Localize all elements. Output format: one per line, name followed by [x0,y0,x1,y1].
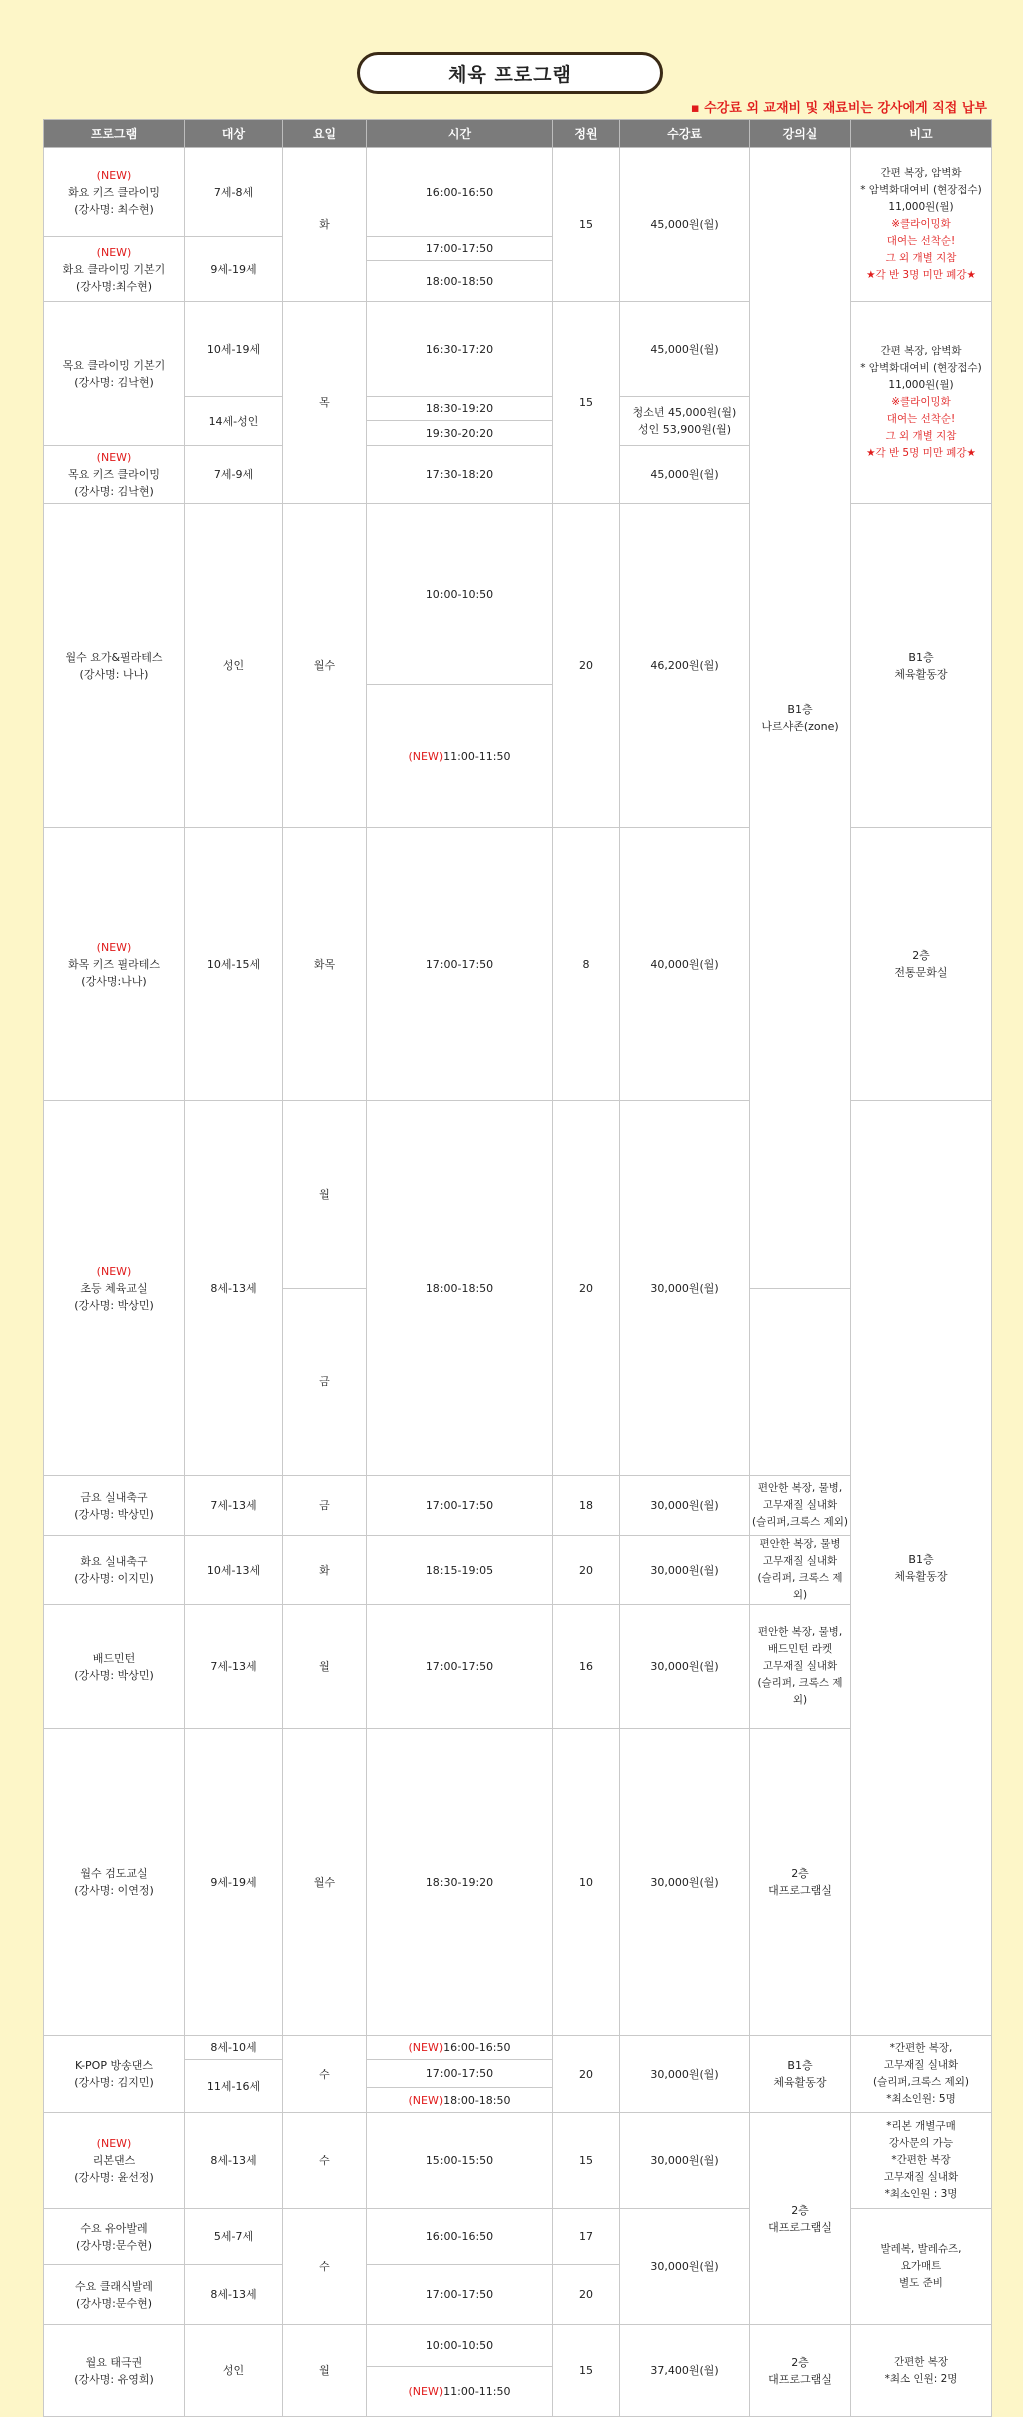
room-cell: B1층 나르샤존(zone) [750,148,851,1289]
new-badge: (NEW) [96,245,132,259]
day-cell: 수 [283,2113,367,2209]
time-cell [367,2036,553,2060]
program-cell: 월요 태극권 (강사명: 유영희) [44,2325,185,2417]
fee-cell: 30,000원(월) [620,1729,750,2036]
target-cell: 9세-19세 [185,237,283,302]
fee-cell: 40,000원(월) [620,828,750,1101]
target-cell: 5세-7세 [185,2209,283,2265]
fee-cell: 46,200원(월) [620,504,750,828]
time-cell: 10:00-10:50 [367,504,553,685]
capacity-cell: 16 [553,1605,620,1729]
capacity-cell: 18 [553,1476,620,1536]
room-cell: 2층 전통문화실 [851,828,992,1101]
room-cell: 2층 대프로그램실 [750,2113,851,2325]
program-name: 초등 체육교실 (강사명: 박상민) [74,1281,154,1312]
program-cell: 수요 유아발레 (강사명:문수현) [44,2209,185,2265]
time-cell: 17:00-17:50 [367,1476,553,1536]
time-cell: 17:30-18:20 [367,446,553,504]
new-badge: (NEW) [408,2041,444,2054]
fee-cell: 45,000원(월) [620,148,750,302]
program-cell [44,2113,185,2209]
program-cell: 목요 클라이밍 기본기 (강사명: 김낙현) [44,302,185,446]
fee-cell: 30,000원(월) [620,1476,750,1536]
table-row [44,148,992,236]
program-cell: 배드민턴 (강사명: 박상민) [44,1605,185,1729]
target-cell: 9세-19세 [185,1729,283,2036]
time-cell: 17:00-17:50 [367,2265,553,2325]
capacity-cell: 20 [553,2036,620,2113]
time-text: 16:00-16:50 [443,2041,511,2054]
program-name: 화목 키즈 필라테스 (강사명:나나) [67,957,160,988]
header-note: 비고 [851,120,992,148]
new-badge: (NEW) [408,2093,444,2107]
day-cell: 목 [283,302,367,504]
time-text: 18:00-18:50 [443,2093,511,2107]
time-cell: 19:30-20:20 [367,421,553,446]
day-cell: 월 [283,2325,367,2417]
capacity-cell: 20 [553,2265,620,2325]
target-cell: 8세-10세 [185,2036,283,2060]
fee-cell: 30,000원(월) [620,1536,750,1605]
new-badge: (NEW) [96,168,132,182]
day-cell: 수 [283,2036,367,2113]
day-cell: 월 [283,1605,367,1729]
note-cell: *리본 개별구매 강사문의 가능 *간편한 복장 고무재질 실내화 *최소인원 : 3명 [851,2113,992,2209]
note-text: 간편 복장, 암벽화 * 암벽화대여비 (현장접수) 11,000원(월) [860,345,982,391]
target-cell: 8세-13세 [185,2265,283,2325]
program-cell [44,828,185,1101]
header-day: 요일 [283,120,367,148]
time-cell: 17:00-17:50 [367,1605,553,1729]
program-name: 화요 키즈 클라이밍 (강사명: 최수현) [67,185,160,216]
time-text: 11:00-11:50 [443,749,511,763]
day-cell: 화 [283,148,367,302]
capacity-cell: 15 [553,2325,620,2417]
target-cell: 11세-16세 [185,2060,283,2113]
capacity-cell: 15 [553,302,620,504]
new-badge: (NEW) [408,749,444,763]
program-schedule-table [43,119,992,2417]
program-cell: 월수 검도교실 (강사명: 이연정) [44,1729,185,2036]
header-time: 시간 [367,120,553,148]
time-cell: 16:30-17:20 [367,302,553,397]
time-cell: 17:00-17:50 [367,237,553,261]
capacity-cell: 8 [553,828,620,1101]
note-text: 간편 복장, 암벽화 * 암벽화대여비 (현장접수) 11,000원(월) [860,167,982,213]
room-cell: B1층 체육활동장 [851,504,992,828]
room-cell: 2층 대프로그램실 [750,1729,851,2036]
program-cell: K-POP 방송댄스 (강사명: 김지민) [44,2036,185,2113]
fee-cell: 30,000원(월) [620,1101,750,1476]
day-cell: 월 [283,1101,367,1289]
table-row [44,1536,992,1605]
room-cell: 2층 대프로그램실 [750,2325,851,2417]
header-capacity: 정원 [553,120,620,148]
target-cell: 성인 [185,504,283,828]
target-cell: 8세-13세 [185,1101,283,1476]
table-row [44,1476,992,1536]
time-cell: 16:00-16:50 [367,148,553,237]
program-cell: 월수 요가&필라테스 (강사명: 나나) [44,504,185,828]
capacity-cell: 15 [553,148,620,302]
capacity-cell: 17 [553,2209,620,2265]
capacity-cell: 20 [553,1536,620,1605]
fee-cell: 30,000원(월) [620,2209,750,2325]
note-cell: 편안한 복장, 물병, 배드민턴 라켓 고무재질 실내화 (슬리퍼, 크록스 제외) [750,1605,851,1729]
target-cell: 8세-13세 [185,2113,283,2209]
target-cell: 10세-13세 [185,1536,283,1605]
time-cell: 18:00-18:50 [367,1101,553,1476]
time-cell: 10:00-10:50 [367,2325,553,2367]
day-cell: 화목 [283,828,367,1101]
fee-cell: 45,000원(월) [620,302,750,397]
new-badge: (NEW) [96,2137,132,2150]
program-name: 목요 키즈 클라이밍 (강사명: 김낙현) [67,468,160,498]
note-cell: *간편한 복장, 고무재질 실내화 (슬리퍼,크록스 제외) *최소인원: 5명 [851,2036,992,2113]
note-cell [851,302,992,504]
target-cell: 10세-15세 [185,828,283,1101]
table-row [44,1605,992,1729]
capacity-cell: 20 [553,504,620,828]
time-cell: 17:00-17:50 [367,828,553,1101]
new-badge: (NEW) [408,2385,444,2398]
table-row [44,2113,992,2209]
new-badge: (NEW) [96,451,132,464]
day-cell: 월수 [283,1729,367,2036]
program-name: 리본댄스 (강사명: 윤선정) [74,2154,154,2184]
page-title: 체육 프로그램 [357,52,663,94]
program-name: 화요 클라이밍 기본기 (강사명:최수현) [62,262,166,293]
time-cell: 15:00-15:50 [367,2113,553,2209]
target-cell: 7세-13세 [185,1605,283,1729]
fee-cell: 45,000원(월) [620,446,750,504]
target-cell: 10세-19세 [185,302,283,397]
day-cell: 월수 [283,504,367,828]
time-cell [367,685,553,828]
program-cell: 금요 실내축구 (강사명: 박상민) [44,1476,185,1536]
target-cell: 7세-8세 [185,148,283,237]
note-warning: ※클라이밍화 대여는 선착순! 그 외 개별 지참 ★각 반 5명 미만 폐강★ [866,396,976,459]
time-cell: 18:30-19:20 [367,397,553,421]
header-fee: 수강료 [620,120,750,148]
time-cell: 18:15-19:05 [367,1536,553,1605]
capacity-cell: 15 [553,2113,620,2209]
fee-cell: 청소년 45,000원(월) 성인 53,900원(월) [620,397,750,446]
time-cell [367,2367,553,2417]
program-cell [44,1101,185,1476]
day-cell: 수 [283,2209,367,2325]
new-badge: (NEW) [96,940,132,954]
fee-cell: 37,400원(월) [620,2325,750,2417]
program-cell [44,237,185,302]
table-header-row [44,120,992,148]
fee-notice: ▪ 수강료 외 교재비 및 재료비는 강사에게 직접 납부 [690,101,987,116]
table-row [44,2325,992,2367]
room-cell: B1층 체육활동장 [750,2036,851,2113]
table-row [44,1729,992,2036]
table-row [44,2036,992,2060]
time-cell: 18:30-19:20 [367,1729,553,2036]
header-program: 프로그램 [44,120,185,148]
time-cell: 16:00-16:50 [367,2209,553,2265]
time-cell [367,2088,553,2113]
note-cell: 간편한 복장 *최소 인원: 2명 [851,2325,992,2417]
fee-cell: 30,000원(월) [620,1605,750,1729]
room-cell: B1층 체육활동장 [851,1101,992,2036]
time-cell: 17:00-17:50 [367,2060,553,2088]
target-cell: 14세-성인 [185,397,283,446]
note-cell: 발레복, 발레슈즈, 요가매트 별도 준비 [851,2209,992,2325]
program-cell [44,446,185,504]
capacity-cell: 10 [553,1729,620,2036]
target-cell: 성인 [185,2325,283,2417]
target-cell: 7세-13세 [185,1476,283,1536]
note-warning: ※클라이밍화 대여는 선착순! 그 외 개별 지참 ★각 반 3명 미만 폐강★ [866,218,976,281]
note-cell: 편안한 복장, 물병, 고무재질 실내화 (슬리퍼,크록스 제외) [750,1476,851,1536]
header-room: 강의실 [750,120,851,148]
day-cell: 금 [283,1476,367,1536]
target-cell: 7세-9세 [185,446,283,504]
day-cell: 금 [283,1288,367,1476]
time-text: 11:00-11:50 [443,2385,511,2398]
note-cell [851,148,992,302]
time-cell: 18:00-18:50 [367,261,553,302]
fee-cell: 30,000원(월) [620,2113,750,2209]
program-cell [44,148,185,237]
program-cell: 화요 실내축구 (강사명: 이지민) [44,1536,185,1605]
program-cell: 수요 클래식발레 (강사명:문수현) [44,2265,185,2325]
fee-cell: 30,000원(월) [620,2036,750,2113]
capacity-cell: 20 [553,1101,620,1476]
day-cell: 화 [283,1536,367,1605]
note-cell: 편안한 복장, 물병 고무재질 실내화 (슬리퍼, 크록스 제외) [750,1536,851,1605]
header-target: 대상 [185,120,283,148]
new-badge: (NEW) [96,1264,132,1278]
